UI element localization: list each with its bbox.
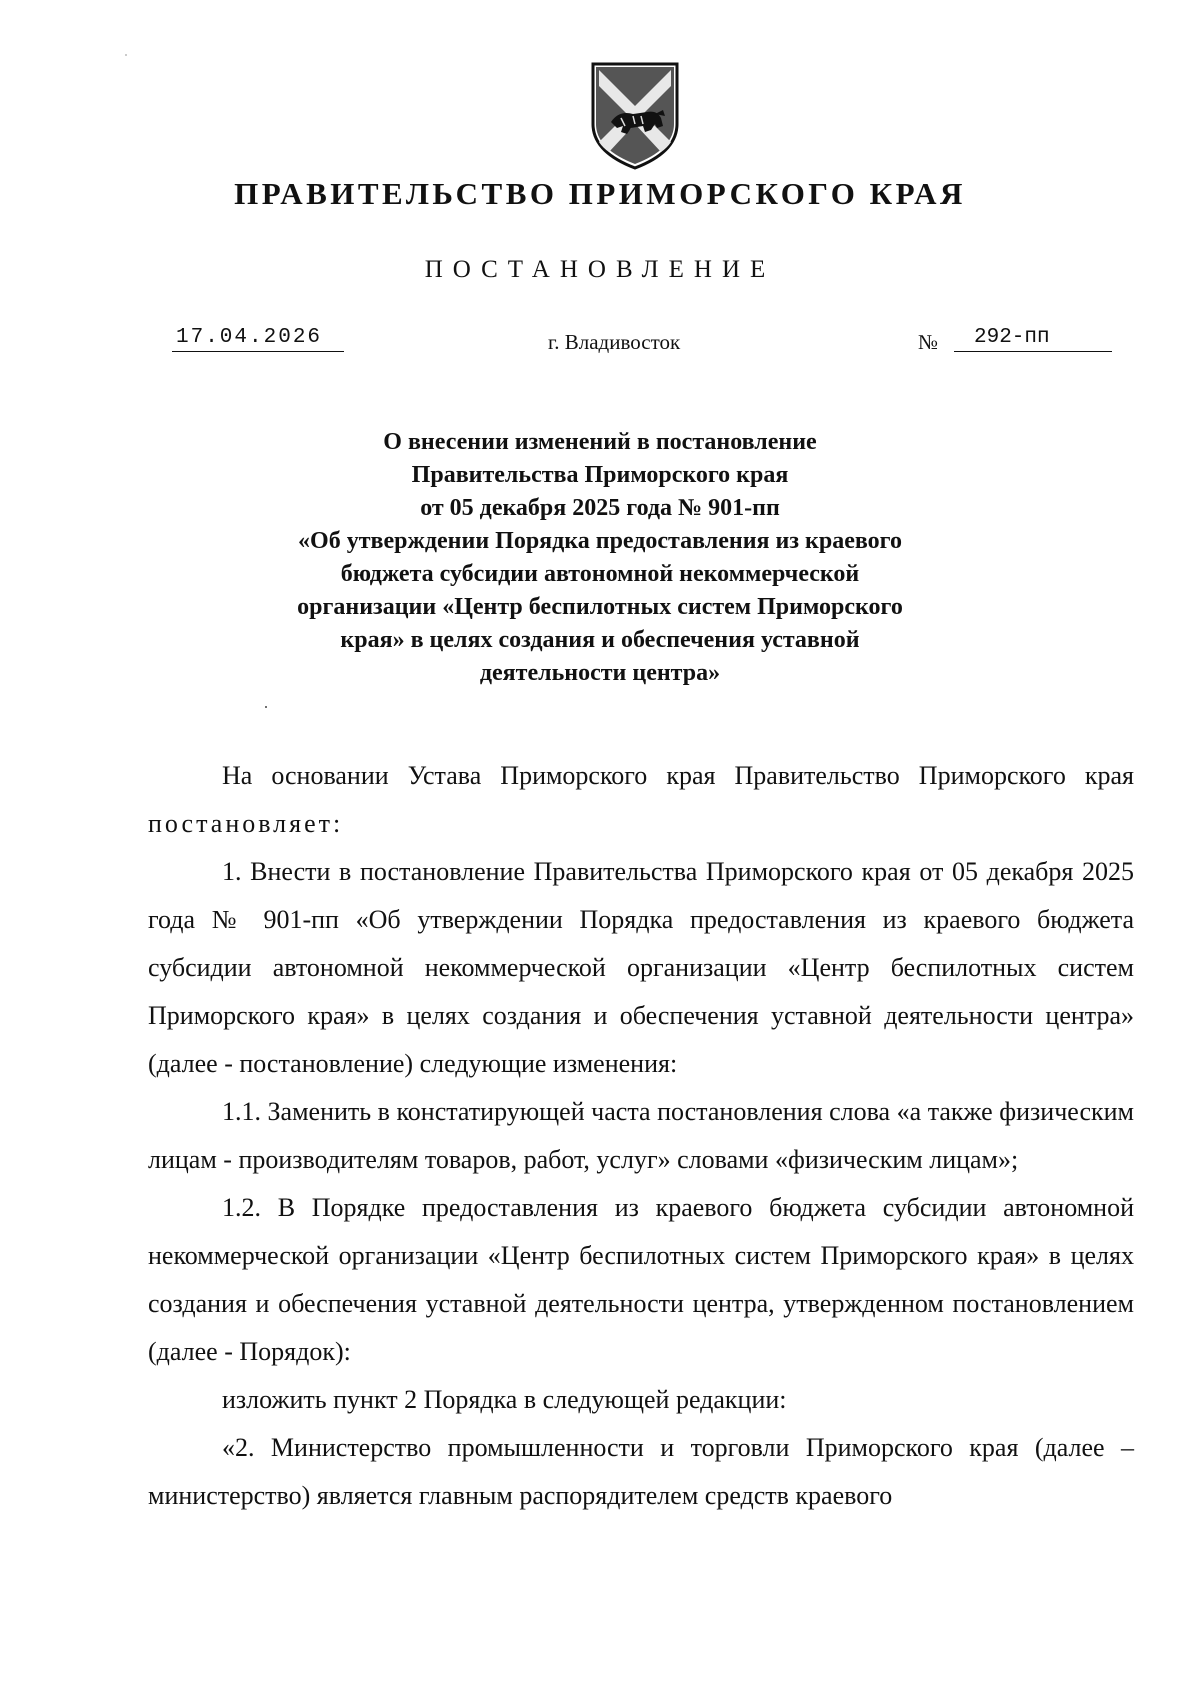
document-body (148, 752, 1134, 1520)
document-heading (150, 426, 1050, 690)
preamble-verb: постановляет: (148, 809, 344, 838)
document-city: г. Владивосток (548, 330, 681, 354)
document-number-label: № (918, 330, 939, 354)
heading-line: деятельности центра» (479, 660, 721, 686)
preamble-paragraph (148, 752, 1134, 848)
heading-line: от 05 декабря 2025 года № 901-пп (420, 495, 780, 521)
paragraph-item: изложить пункт 2 Порядка в следующей редакции: (222, 1385, 787, 1414)
heading-line: О внесении изменений в постановление (383, 429, 817, 455)
heading-line: края» в целях создания и обеспечения уставной (340, 627, 860, 653)
heading-line: Правительства Приморского края (411, 462, 789, 488)
heading-line: «Об утверждении Порядка предоставления из краевого (298, 528, 902, 554)
paragraph-2: «2. Министерство промышленности и торговли Приморского края (далее – министерство) является главным распорядителем средств краевого (148, 1433, 1134, 1510)
paragraph-1: 1. Внести в постановление Правительства Приморского края от 05 декабря 2025 года № 901-пп «Об утверждении Порядка предоставления из краевого бюджета субсидии автономной некоммерческой организации «Центр беспилотных систем Приморского края» в целях создания и обеспечения уставной деятельности центра» (далее - постановление) следующие изменения: (148, 857, 1134, 1078)
primorsky-krai-coat-of-arms (585, 60, 685, 172)
paragraph-1-2: 1.2. В Порядке предоставления из краевого бюджета субсидии автономной некоммерческой организации «Центр беспилотных систем Приморского края» в целях создания и обеспечения уставной деятельности центра, утвержденном постановлением (далее - Порядок): (148, 1193, 1134, 1366)
document-number: 292-пп (954, 326, 1112, 352)
document-type: ПОСТАНОВЛЕНИЕ (424, 256, 776, 283)
heading-line: бюджета субсидии автономной некоммерческой (340, 561, 860, 587)
heading-line: организации «Центр беспилотных систем Приморского (297, 594, 903, 620)
document-date: 17.04.2026 (172, 326, 344, 352)
preamble-text: На основании Устава Приморского края Правительство Приморского края (222, 761, 1134, 790)
scan-speck (265, 706, 267, 708)
government-title: ПРАВИТЕЛЬСТВО ПРИМОРСКОГО КРАЯ (234, 176, 966, 211)
paragraph-1-1: 1.1. Заменить в констатирующей часта постановления слова «а также физическим лицам - производителям товаров, работ, услуг» словами «физическим лицам»; (148, 1097, 1134, 1174)
scan-speck (125, 54, 127, 56)
